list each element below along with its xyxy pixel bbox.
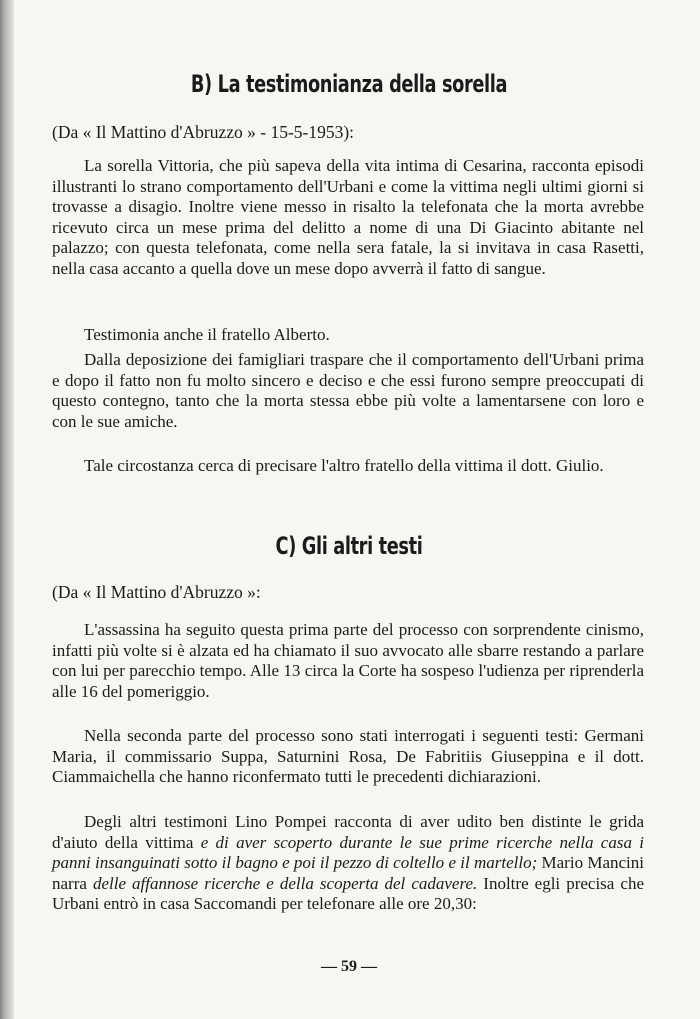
paragraph-c1: L'assassina ha seguito questa prima parte del processo con sorprendente cinismo, infatti più volte si è alzata ed ha chiamato il suo avvocato alle sbarre restando a parlare con lui per parecchio tempo. Alle 13 circa la Corte ha sospeso l'udienza per riprenderla alle 16 del pomeriggio. [52, 620, 644, 701]
section-heading-c: C) Gli altri testi [275, 532, 423, 560]
paragraph-c2: Nella seconda parte del processo sono stati interrogati i seguenti testi: Germani Maria, il commissario Suppa, Saturnini Rosa, De Fabritiis Giuseppina e il dott. Ciammaichella che hanno riconfermato tutti le precedenti dichiarazioni. [52, 726, 644, 787]
paragraph-b4: Tale circostanza cerca di precisare l'altro fratello della vittima il dott. Giulio. [84, 456, 604, 475]
paragraph-c3-italic-1: e di aver scoperto durante le sue prime ricerche nella casa i panni insanguinati sotto il bagno e poi il pezzo di coltello e il martello; [52, 832, 644, 873]
page-number: — 59 — [321, 958, 377, 975]
paragraph-c3-italic-2: delle affannose ricerche e della scoperta del cadavere. [92, 873, 478, 893]
paragraph-b3: Dalla deposizione dei famigliari traspare che il comportamento dell'Urbani prima e dopo il fatto non fu molto sincero e deciso e che essi furono sempre preoccupati di questo contegno, tanto che la morta stessa ebbe più volte a lamentarsene con loro e con le sue amiche. [52, 350, 644, 431]
paragraph-c3-text-1: Degli altri testimoni Lino Pompei racconta di aver udito ben distinte le grida d'aiuto della vittima [52, 812, 644, 852]
source-citation-c: (Da « Il Mattino d'Abruzzo »: [52, 582, 261, 602]
paragraph-c3 [52, 812, 644, 915]
paragraph-b1: La sorella Vittoria, che più sapeva della vita intima di Cesarina, racconta episodi illustranti lo strano comportamento dell'Urbani e come la vittima negli ultimi giorni si trovasse a disagio. Inoltre viene messo in risalto la telefonata che la morta avrebbe ricevuto circa un mese prima del delitto a nome di una Di Giacinto abitante nel palazzo; con questa telefonata, come nella sera fatale, la si invitava in casa Rasetti, nella casa accanto a quella dove un mese dopo avverrà il fatto di sangue. [52, 156, 644, 278]
paragraph-b2: Testimonia anche il fratello Alberto. [84, 325, 330, 344]
scan-edge [0, 0, 14, 1019]
section-heading-b: B) La testimonianza della sorella [190, 70, 508, 98]
paragraph-c3-text-2: Mario Mancini narra [52, 853, 644, 893]
paragraph-c3-text-3: Inoltre egli precisa che Urbani entrò in casa Saccomandi per telefonare alle ore 20,30: [52, 873, 644, 914]
source-citation-b: (Da « Il Mattino d'Abruzzo » - 15-5-1953): [52, 122, 355, 142]
